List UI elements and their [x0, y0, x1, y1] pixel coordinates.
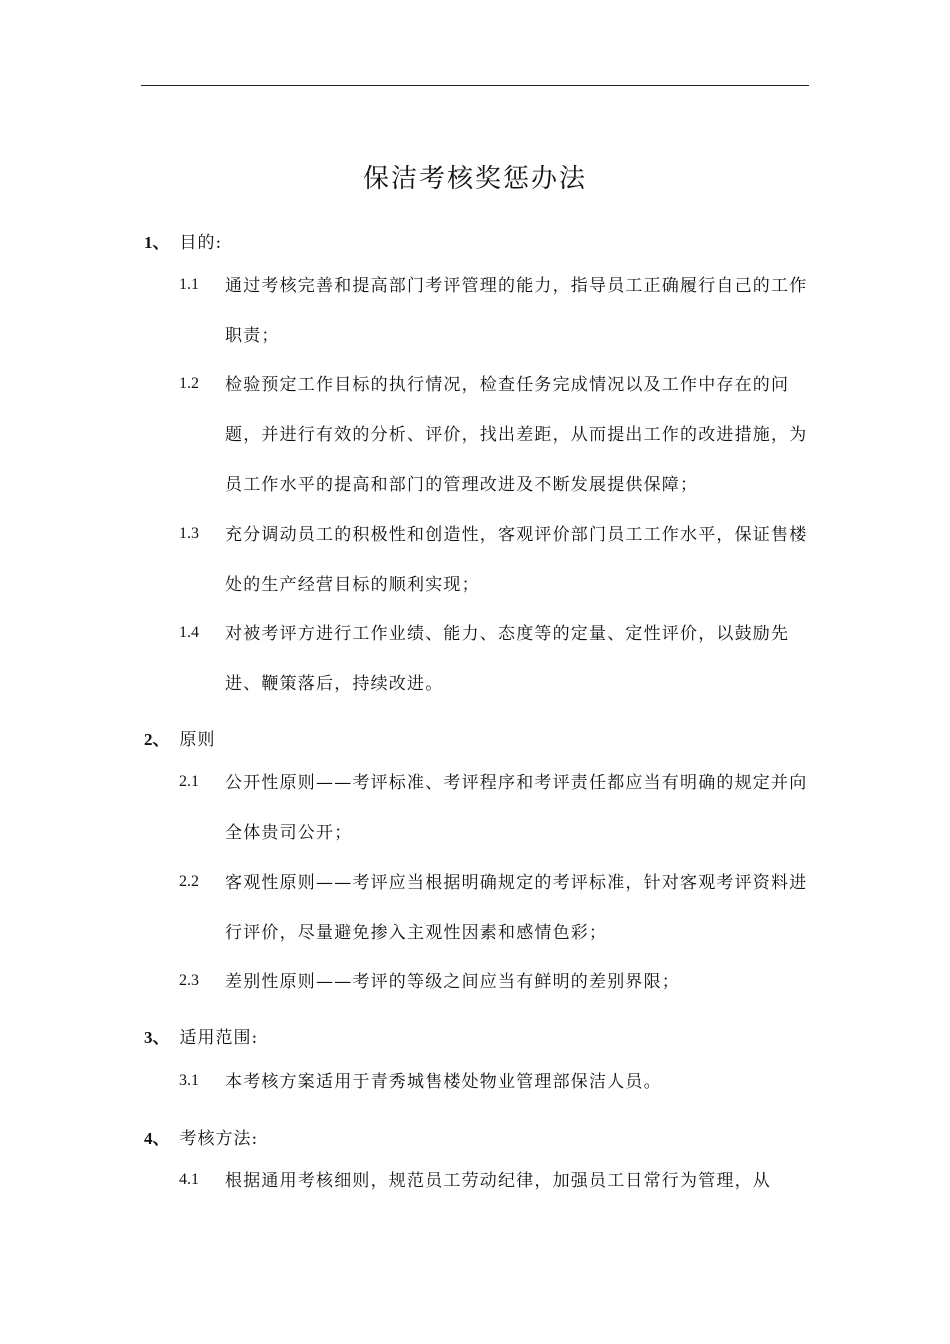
item-text: 通过考核完善和提高部门考评管理的能力，指导员工正确履行自己的工作职责； — [225, 276, 808, 346]
section-heading-2 — [144, 725, 216, 750]
document-title: 保洁考核奖惩办法 — [362, 164, 587, 194]
item-number: 1.3 — [179, 525, 199, 542]
item-text: 客观性原则——考评应当根据明确规定的考评标准，针对客观考评资料进行评价，尽量避免掺入主观性因素和感情色彩； — [225, 873, 808, 943]
item-text: 充分调动员工的积极性和创造性，客观评价部门员工工作水平，保证售楼处的生产经营目标的顺利实现； — [225, 525, 808, 595]
item-text: 对被考评方进行工作业绩、能力、态度等的定量、定性评价，以鼓励先进、鞭策落后，持续改进。 — [225, 624, 790, 694]
item-number: 2.2 — [179, 873, 199, 890]
item-number: 2.3 — [179, 972, 199, 989]
section-title: 目的: — [179, 233, 223, 253]
section-heading-4 — [144, 1124, 258, 1149]
section-title: 适用范围: — [179, 1028, 259, 1048]
item-text: 检验预定工作目标的执行情况，检查任务完成情况以及工作中存在的问题，并进行有效的分析、评价，找出差距，从而提出工作的改进措施，为员工作水平的提高和部门的管理改进及不断发展提供保障； — [225, 375, 808, 495]
header-rule — [141, 85, 809, 86]
item-text: 差别性原则——考评的等级之间应当有鲜明的差别界限； — [225, 972, 680, 992]
section-number: 3、 — [144, 1028, 170, 1047]
section-title: 原则 — [179, 730, 216, 750]
section-heading-1 — [144, 228, 222, 253]
item-number: 1.2 — [179, 375, 199, 392]
item-text: 本考核方案适用于青秀城售楼处物业管理部保洁人员。 — [225, 1072, 662, 1092]
item-number: 1.4 — [179, 624, 199, 641]
item-text: 根据通用考核细则，规范员工劳动纪律，加强员工日常行为管理，从 — [225, 1171, 771, 1191]
section-number: 1、 — [144, 233, 170, 252]
item-number: 1.1 — [179, 276, 199, 293]
section-number: 4、 — [144, 1129, 170, 1148]
item-number: 3.1 — [179, 1072, 199, 1089]
item-text: 公开性原则——考评标准、考评程序和考评责任都应当有明确的规定并向全体贵司公开； — [225, 773, 808, 843]
section-heading-3 — [144, 1023, 258, 1048]
section-title: 考核方法: — [179, 1129, 259, 1149]
item-number: 2.1 — [179, 773, 199, 790]
item-number: 4.1 — [179, 1171, 199, 1188]
section-number: 2、 — [144, 730, 170, 749]
